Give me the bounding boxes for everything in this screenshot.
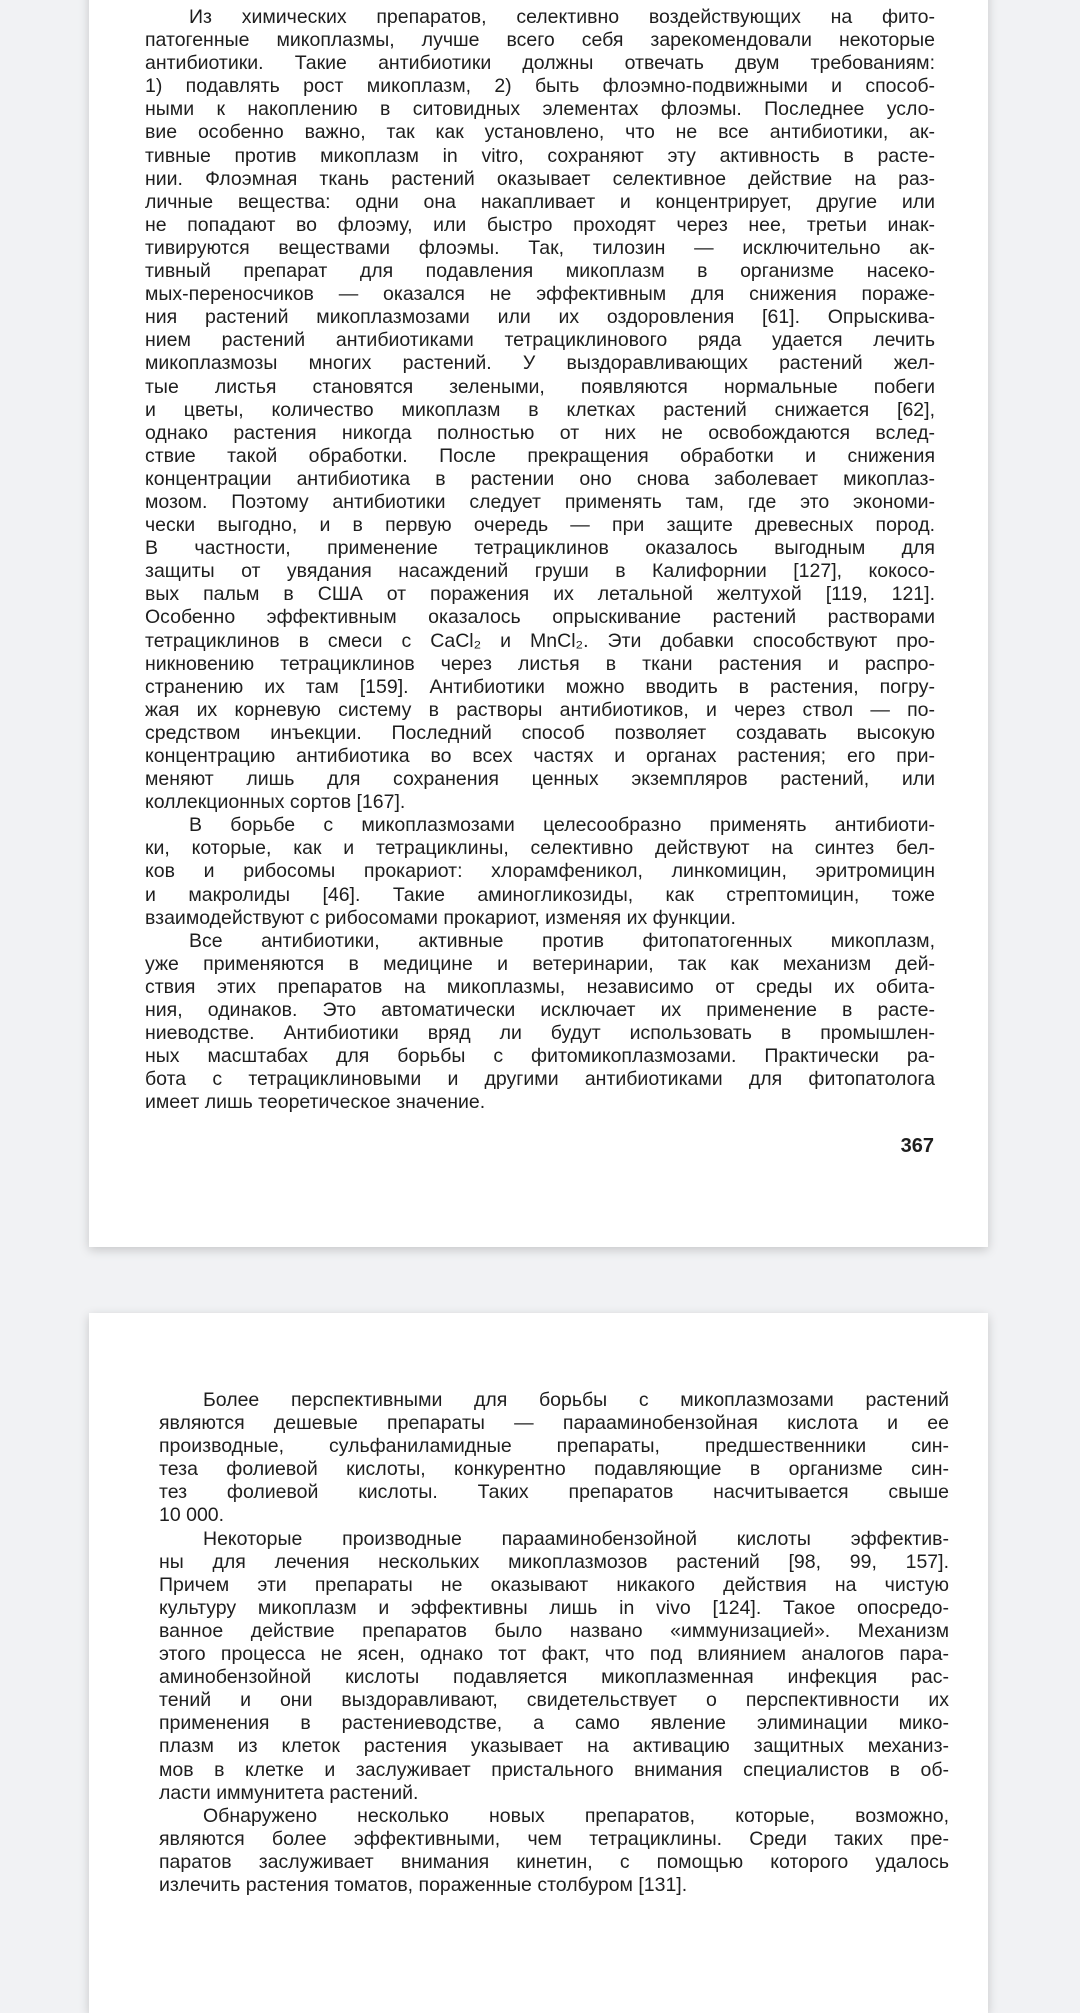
text-line: странению их там [159]. Антибиотики можно вводить в растения, погру- — [145, 675, 935, 698]
text-line: применения в растениеводстве, а само явление элиминации мико- — [159, 1712, 949, 1735]
text-line: являются дешевые препараты — парааминобензойная кислота и ее — [159, 1412, 949, 1435]
text-line: и цветы, количество микоплазм в клетках растений снижается [62], — [145, 398, 935, 421]
text-line: ных масштабах для борьбы с фитомикоплазмозами. Практически ра- — [145, 1045, 935, 1068]
text-line: личные вещества: одни она накапливает и концентрирует, другие или — [145, 190, 935, 213]
text-line: коллекционных сортов [167]. — [145, 791, 406, 814]
text-line: Из химических препаратов, селективно воздействующих на фито- — [189, 6, 935, 28]
text-line: Причем эти препараты не оказывают никакого действия на чистую — [159, 1573, 949, 1596]
text-line: имеет лишь теоретическое значение. — [145, 1091, 486, 1114]
text-line: ствия этих препаратов на микоплазмы, независимо от среды их обита- — [145, 975, 935, 998]
text-line: не попадают во флоэму, или быстро проходят через нее, третьи инак- — [145, 213, 935, 236]
paragraph — [159, 1805, 949, 1897]
text-line: нии. Флоэмная ткань растений оказывает селективное действие на раз- — [145, 167, 935, 190]
text-line: мов в клетке и заслуживает пристального внимания специалистов в об- — [159, 1758, 949, 1781]
text-line: производные, сульфаниламидные препараты, предшественники син- — [159, 1435, 949, 1458]
page-number: 367 — [900, 1135, 934, 1157]
document-page-368 — [89, 1313, 988, 2013]
text-line: тений и они выздоравливают, свидетельствует о перспективности их — [159, 1689, 949, 1712]
text-line: вых пальм в США от поражения их летальной желтухой [119, 121]. — [145, 583, 935, 606]
text-line: Все антибиотики, активные против фитопатогенных микоплазм, — [189, 929, 935, 952]
text-line: бота с тетрациклиновыми и другими антибиотиками для фитопатолога — [145, 1068, 935, 1091]
text-line: никновению тетрациклинов через листья в ткани растения и распро- — [145, 652, 935, 675]
text-line: и макролиды [46]. Такие аминогликозиды, как стрептомицин, тоже — [145, 883, 935, 906]
text-line: концентрации антибиотика в растении оно снова заболевает микоплаз- — [145, 467, 935, 490]
paragraph — [145, 6, 935, 814]
text-line: ния растений микоплазмозами или их оздоровления [61]. Опрыскива- — [145, 306, 935, 329]
text-line: ласти иммунитета растений. — [159, 1781, 419, 1804]
text-line: уже применяются в медицине и ветеринарии, так как механизм дей- — [145, 952, 935, 975]
text-line: тые листья становятся зелеными, появляются нормальные побеги — [145, 375, 935, 398]
text-line: являются более эффективными, чем тетрациклины. Среди таких пре- — [159, 1827, 949, 1850]
text-line: тивируются веществами флоэмы. Так, тилозин — исключительно ак- — [145, 236, 935, 259]
text-line: плазм из клеток растения указывает на активацию защитных механиз- — [159, 1735, 949, 1758]
text-line: ванное действие препаратов было названо «иммунизацией». Механизм — [159, 1619, 949, 1642]
text-line: патогенные микоплазмы, лучше всего себя зарекомендовали некоторые — [145, 29, 935, 52]
text-line: жая их корневую систему в растворы антибиотиков, и через ствол — по- — [145, 698, 935, 721]
text-line: ния, одинаков. Это автоматически исключает их применение в расте- — [145, 999, 935, 1022]
text-line: меняют лишь для сохранения ценных экземпляров растений, или — [145, 768, 935, 791]
text-line: чески выгодно, и в первую очередь — при защите древесных пород. — [145, 514, 935, 537]
text-line: ными к накоплению в ситовидных элементах флоэмы. Последнее усло- — [145, 98, 935, 121]
text-line: Некоторые производные парааминобензойной кислоты эффектив- — [203, 1527, 949, 1550]
text-line: теза фолиевой кислоты, конкурентно подавляющие в организме син- — [159, 1458, 949, 1481]
text-line: Более перспективными для борьбы с микоплазмозами растений — [203, 1389, 949, 1411]
text-line: ны для лечения нескольких микоплазмозов растений [98, 99, 157]. — [159, 1550, 949, 1573]
page-text — [145, 6, 935, 1115]
text-line: Обнаружено несколько новых препаратов, которые, возможно, — [203, 1804, 949, 1827]
text-line: ков и рибосомы прокариот: хлорамфеникол, линкомицин, эритромицин — [145, 860, 935, 883]
text-line: концентрацию антибиотика во всех частях и органах растения; его при- — [145, 745, 935, 767]
text-line: нием растений антибиотиками тетрациклинового ряда удается лечить — [145, 329, 935, 352]
text-line: однако растения никогда полностью от них не освобождаются вслед- — [145, 421, 935, 444]
text-line: антибиотики. Такие антибиотики должны отвечать двум требованиям: — [145, 52, 935, 75]
text-line: тез фолиевой кислоты. Таких препаратов насчитывается свыше — [159, 1481, 949, 1504]
text-line: тетрациклинов в смеси с CaCl₂ и MnCl₂. Эти добавки способствуют про- — [145, 629, 935, 652]
text-line: средством инъекции. Последний способ позволяет создавать высокую — [145, 721, 935, 744]
text-line: этого процесса не ясен, однако тот факт, что под влиянием аналогов пара- — [159, 1643, 949, 1666]
text-line: мозом. Поэтому антибиотики следует применять там, где это экономи- — [145, 490, 935, 513]
paragraph — [159, 1389, 949, 1528]
text-line: микоплазмозы многих растений. У выздоравливающих растений жел- — [145, 352, 935, 375]
text-line: 1) подавлять рост микоплазм, 2) быть флоэмно-подвижными и способ- — [145, 75, 935, 98]
text-line: культуру микоплазм и эффективны лишь in vivo [124]. Такое опосредо- — [159, 1596, 949, 1619]
text-line: аминобензойной кислоты подавляется микоплазменная инфекция рас- — [159, 1666, 949, 1689]
text-line: Особенно эффективным оказалось опрыскивание растений растворами — [145, 606, 935, 629]
document-page-367 — [89, 0, 988, 1247]
paragraph — [159, 1528, 949, 1805]
text-line: излечить растения томатов, пораженные столбуром [131]. — [159, 1873, 688, 1896]
text-line: мых-переносчиков — оказался не эффективным для снижения пораже- — [145, 283, 935, 306]
text-line: В борьбе с микоплазмозами целесообразно применять антибиоти- — [189, 814, 935, 837]
text-line: паратов заслуживает внимания кинетин, с помощью которого удалось — [159, 1850, 949, 1873]
text-line: взаимодействуют с рибосомами прокариот, изменяя их функции. — [145, 906, 736, 929]
paragraph — [145, 930, 935, 1115]
text-line: тивный препарат для подавления микоплазм в организме насеко- — [145, 260, 935, 283]
text-line: вие особенно важно, так как установлено, что не все антибиотики, ак- — [145, 121, 935, 144]
text-line: В частности, применение тетрациклинов оказалось выгодным для — [145, 537, 935, 560]
text-line: 10 000. — [159, 1504, 225, 1527]
text-line: тивные против микоплазм in vitro, сохраняют эту активность в расте- — [145, 144, 935, 167]
page-text — [159, 1389, 949, 1897]
text-line: ствие такой обработки. После прекращения обработки и снижения — [145, 444, 935, 467]
text-line: защиты от увядания насаждений груши в Калифорнии [127], кокосо- — [145, 560, 935, 583]
text-line: ки, которые, как и тетрациклины, селективно действуют на синтез бел- — [145, 837, 935, 860]
paragraph — [145, 814, 935, 929]
text-line: ниеводстве. Антибиотики вряд ли будут использовать в промышлен- — [145, 1022, 935, 1045]
